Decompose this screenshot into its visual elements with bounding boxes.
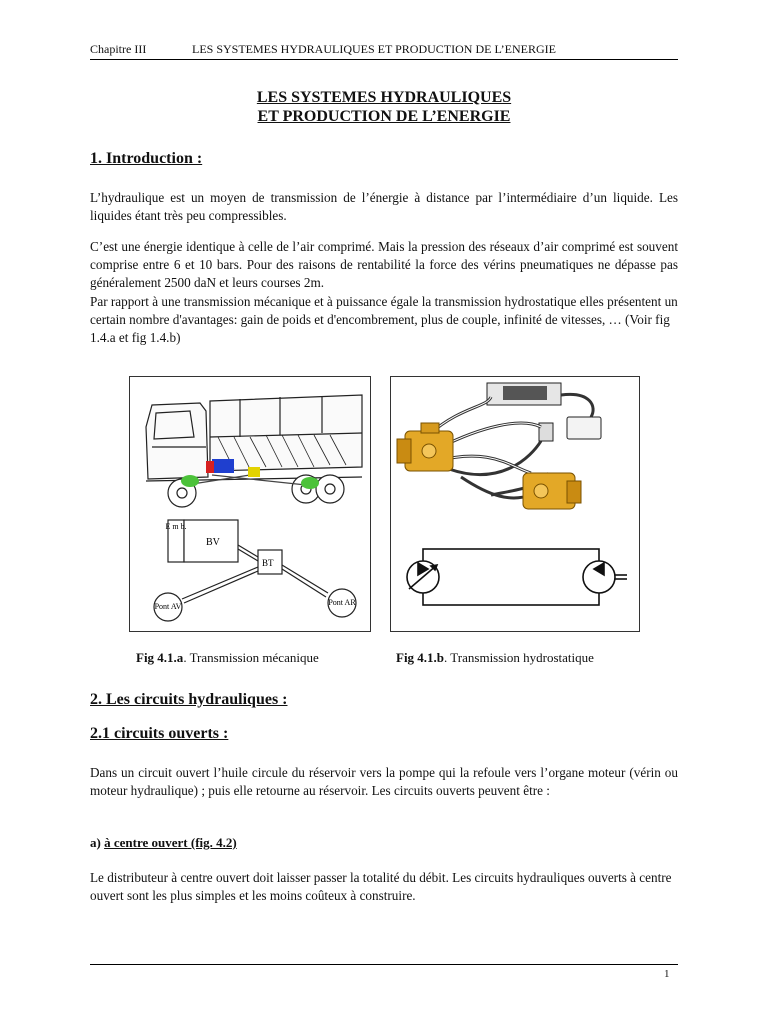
intro-paragraph-2: C’est une énergie identique à celle de l’air comprimé. Mais la pression des réseaux d’air comprimé est souvent comprise entre 6 et 10 bars. Pour des raisons de rentabilité la force des vérins pneumatiques ne dépasse pas généralement 2500 daN et leurs courses 2m. <box>90 239 678 290</box>
hydrostatic-schematic <box>407 549 627 605</box>
document-title <box>0 88 768 126</box>
gearbox-blue <box>212 459 234 473</box>
reservoir-tank <box>567 417 601 439</box>
intro-paragraph-1: L’hydraulique est un moyen de transmission de l’énergie à distance par l’intermédiaire d’un liquide. Les liquides étant très peu compressibles. <box>90 190 678 223</box>
label-embrayage: E m b. <box>165 522 187 531</box>
front-axle-green <box>181 475 199 487</box>
header-chapter: Chapitre III <box>90 42 147 56</box>
hydraulic-components-illustration <box>397 383 601 509</box>
item-a-ref: (fig. 4.2) <box>187 835 237 850</box>
figure-b-drawing <box>391 377 639 631</box>
truck-illustration <box>146 395 362 507</box>
header-title: LES SYSTEMES HYDRAULIQUES ET PRODUCTION DE L’ENERGIE <box>192 42 557 56</box>
item-a-title: à centre ouvert <box>104 835 188 850</box>
circuits-paragraph-1: Dans un circuit ouvert l’huile circule du réservoir vers la pompe qui la refoule vers l’organe moteur (vérin ou moteur hydraulique) ; puis elle retourne au réservoir. Les circuits ouverts peuvent être : <box>90 765 678 798</box>
transfer-case-yellow <box>248 467 260 477</box>
item-a-heading <box>90 835 237 851</box>
caption-figure-a-ref: Fig 4.1.a <box>136 650 184 665</box>
figure-mechanical-transmission <box>129 376 371 632</box>
figure-hydrostatic-transmission <box>390 376 640 632</box>
caption-figure-a-text: . Transmission mécanique <box>183 650 319 665</box>
label-bv: BV <box>206 537 220 548</box>
page-number: 1 <box>664 968 670 980</box>
rear-axle-green <box>301 477 319 489</box>
section-2-heading: 2. Les circuits hydrauliques : <box>90 691 288 708</box>
label-pont-av: Pont AV <box>154 602 182 611</box>
header-rule <box>90 59 678 60</box>
hydraulic-pump-illustration <box>397 423 453 471</box>
title-line-2: ET PRODUCTION DE L’ENERGIE <box>257 108 511 125</box>
caption-figure-b-text: . Transmission hydrostatique <box>444 650 594 665</box>
cooler-grille <box>503 386 547 400</box>
caption-figure-b-ref: Fig 4.1.b <box>396 650 445 665</box>
title-line-1: LES SYSTEMES HYDRAULIQUES <box>256 89 512 106</box>
label-pont-ar: Pont AR <box>328 598 356 607</box>
intro-paragraph-3: Par rapport à une transmission mécanique et à puissance égale la transmission hydrostatique elles présentent un certain nombre d'avantages: gain de poids et d'encombrement, plus de couple, infinité de vitesses, … (Voir fig 1.4.a et fig 1.4.b) <box>90 294 678 345</box>
item-a-prefix: a) <box>90 835 105 850</box>
caption-figure-b <box>396 650 594 666</box>
hydraulic-motor-illustration <box>523 473 581 509</box>
clutch-red <box>206 461 214 473</box>
figure-a-drawing <box>130 377 370 631</box>
circuit-loop <box>423 549 599 605</box>
mechanical-schematic <box>154 520 356 621</box>
section-1-heading: 1. Introduction : <box>90 150 203 167</box>
circuits-paragraph-2: Le distributeur à centre ouvert doit laisser passer la totalité du débit. Les circuits hydrauliques ouverts à centre ouvert sont les plus simples et les moins coûteux à construire. <box>90 870 672 903</box>
label-bt: BT <box>262 558 274 568</box>
section-2-1-heading: 2.1 circuits ouverts : <box>90 725 229 742</box>
caption-figure-a <box>136 650 319 666</box>
footer-rule <box>90 964 678 965</box>
